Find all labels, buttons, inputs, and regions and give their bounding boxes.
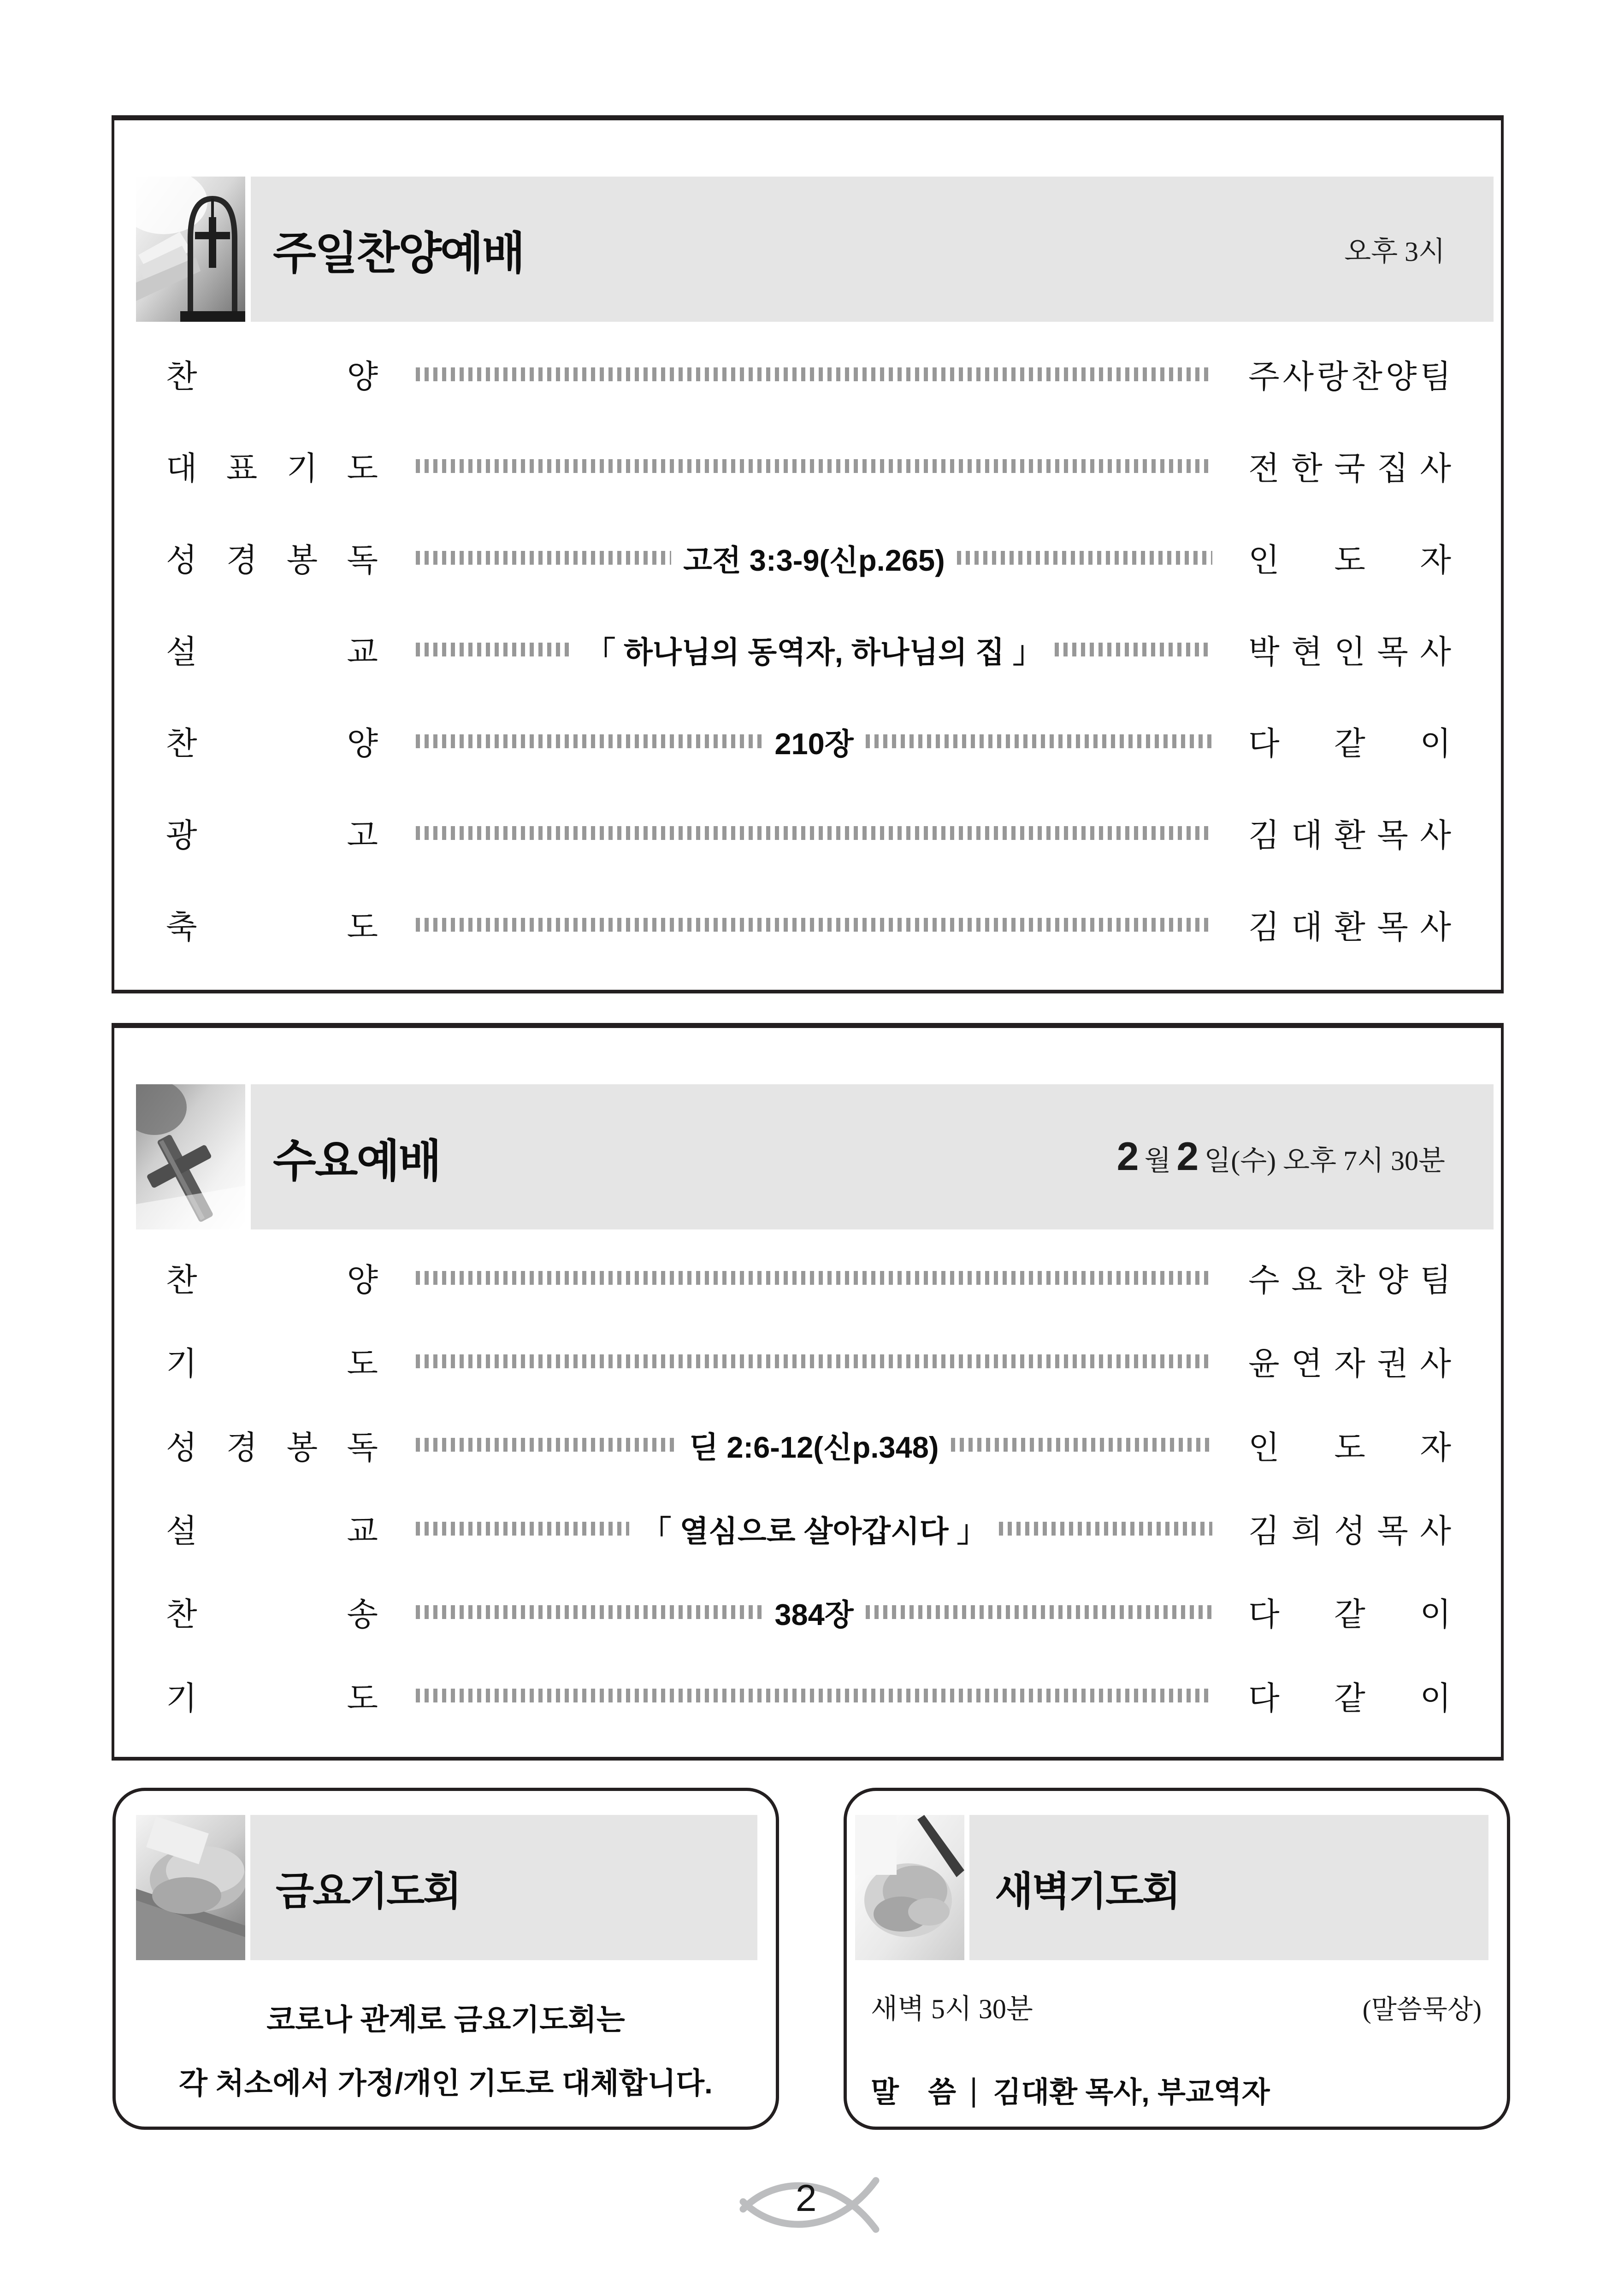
service-row <box>166 1338 1451 1384</box>
row-label: 찬 송 <box>166 1596 378 1633</box>
sunday-time: 오후 3시 <box>1344 236 1445 267</box>
wednesday-worship-section <box>112 1023 1504 1761</box>
sermon-title: 「 하나님의 동역자, 하나님의 집 」 <box>585 635 1043 669</box>
sunday-section-header <box>114 177 1501 322</box>
sunday-worship-section <box>112 115 1504 993</box>
dotted-leader <box>416 918 1212 932</box>
row-label: 성 경 봉 독 <box>166 1429 378 1466</box>
dotted-leader <box>416 720 1212 763</box>
dawn-time-row <box>847 1987 1507 2027</box>
row-label: 성 경 봉 독 <box>166 542 378 578</box>
dotted-leader <box>416 536 1212 579</box>
row-value: 전 한 국 집 사 <box>1248 450 1451 486</box>
dotted-leader <box>416 628 1212 671</box>
sermon-title: 「 열심으로 살아갑시다 」 <box>641 1514 987 1548</box>
row-value: 인 도 자 <box>1248 1429 1451 1466</box>
service-row <box>166 810 1451 856</box>
friday-notice <box>116 1988 776 2115</box>
dotted-leader <box>416 1354 1212 1368</box>
dotted-leader <box>416 1590 1212 1634</box>
dawn-note: (말씀묵상) <box>1362 1995 1482 2024</box>
service-row <box>166 626 1451 673</box>
hymn-number: 210장 <box>774 727 854 761</box>
row-label: 기 도 <box>166 1346 378 1382</box>
row-value: 인 도 자 <box>1248 542 1451 578</box>
praying-hands-photo <box>136 1815 245 1960</box>
dotted-leader <box>416 1689 1212 1702</box>
wednesday-title: 수요예배 <box>273 1135 440 1186</box>
wednesday-section-header <box>114 1084 1501 1229</box>
page-footer <box>738 2172 886 2241</box>
row-label: 찬 양 <box>166 359 378 395</box>
row-label: 설 교 <box>166 634 378 670</box>
row-label: 대 표 기 도 <box>166 450 378 486</box>
row-value: 김 대 환 목 사 <box>1248 909 1451 945</box>
dawn-time: 새벽 5시 30분 <box>871 1994 1033 2024</box>
scripture-reference: 고전 3:3-9(신p.265) <box>683 543 945 577</box>
row-value: 김 대 환 목 사 <box>1248 817 1451 853</box>
dotted-leader <box>416 1271 1212 1285</box>
row-value: 박 현 인 목 사 <box>1248 634 1451 670</box>
cross-photo <box>136 1084 245 1229</box>
row-value: 윤 연 자 권 사 <box>1248 1346 1451 1382</box>
clasped-hands-photo <box>855 1815 964 1960</box>
service-row <box>166 443 1451 489</box>
sunday-order-of-worship <box>114 322 1501 990</box>
friday-title: 금요기도회 <box>276 1869 461 1914</box>
dawn-speaker-row <box>847 2069 1507 2111</box>
date-number: 2 <box>1176 1135 1199 1179</box>
wednesday-header-band <box>251 1084 1494 1229</box>
service-row <box>166 1505 1451 1552</box>
row-label: 찬 양 <box>166 1262 378 1299</box>
wednesday-datetime: 2 월 2 일(수) 오후 7시 30분 <box>1116 1135 1445 1179</box>
friday-section-header <box>116 1815 776 1960</box>
dotted-leader <box>416 1423 1212 1466</box>
dawn-section-header <box>847 1815 1507 1960</box>
dotted-leader <box>416 367 1212 381</box>
service-row <box>166 1672 1451 1719</box>
row-value: 다 같 이 <box>1248 1596 1451 1633</box>
wednesday-order-of-worship <box>114 1229 1501 1757</box>
service-row <box>166 534 1451 581</box>
row-value: 김 희 성 목 사 <box>1248 1513 1451 1549</box>
row-value: 수 요 찬 양 팀 <box>1248 1262 1451 1299</box>
row-label: 기 도 <box>166 1680 378 1716</box>
dawn-header-band <box>969 1815 1488 1960</box>
friday-notice-line: 코로나 관계로 금요기도회는 <box>266 2003 625 2036</box>
friday-prayer-section <box>112 1788 779 2130</box>
dawn-speaker: 김대환 목사, 부교역자 <box>993 2076 1270 2109</box>
dawn-prayer-section <box>844 1788 1510 2130</box>
hymn-number: 384장 <box>774 1597 854 1631</box>
dotted-leader <box>416 1507 1212 1550</box>
service-row <box>166 1254 1451 1301</box>
row-label: 설 교 <box>166 1513 378 1549</box>
service-row <box>166 1589 1451 1635</box>
sunday-header-band <box>251 177 1494 322</box>
service-row <box>166 1422 1451 1468</box>
row-value: 다 같 이 <box>1248 1680 1451 1716</box>
row-label: 찬 양 <box>166 726 378 762</box>
page-number: 2 <box>795 2177 817 2219</box>
row-label: 광 고 <box>166 817 378 853</box>
separator-bar: | <box>970 2072 978 2108</box>
scripture-reference: 딛 2:6-12(신p.348) <box>689 1430 939 1465</box>
row-value: 주 사 랑 찬 양 팀 <box>1248 359 1451 395</box>
row-value: 다 같 이 <box>1248 726 1451 762</box>
dotted-leader <box>416 826 1212 840</box>
service-row <box>166 901 1451 948</box>
date-number: 2 <box>1116 1135 1139 1179</box>
dotted-leader <box>416 459 1212 473</box>
friday-notice-line: 각 처소에서 가정/개인 기도로 대체합니다. <box>179 2067 713 2100</box>
friday-header-band <box>250 1815 757 1960</box>
bible-cross-photo <box>136 177 245 322</box>
service-row <box>166 351 1451 397</box>
dawn-word-label: 말 씀 <box>871 2076 956 2109</box>
sunday-title: 주일찬양예배 <box>273 228 524 278</box>
row-label: 축 도 <box>166 909 378 945</box>
dawn-title: 새벽기도회 <box>995 1869 1180 1914</box>
service-row <box>166 718 1451 764</box>
